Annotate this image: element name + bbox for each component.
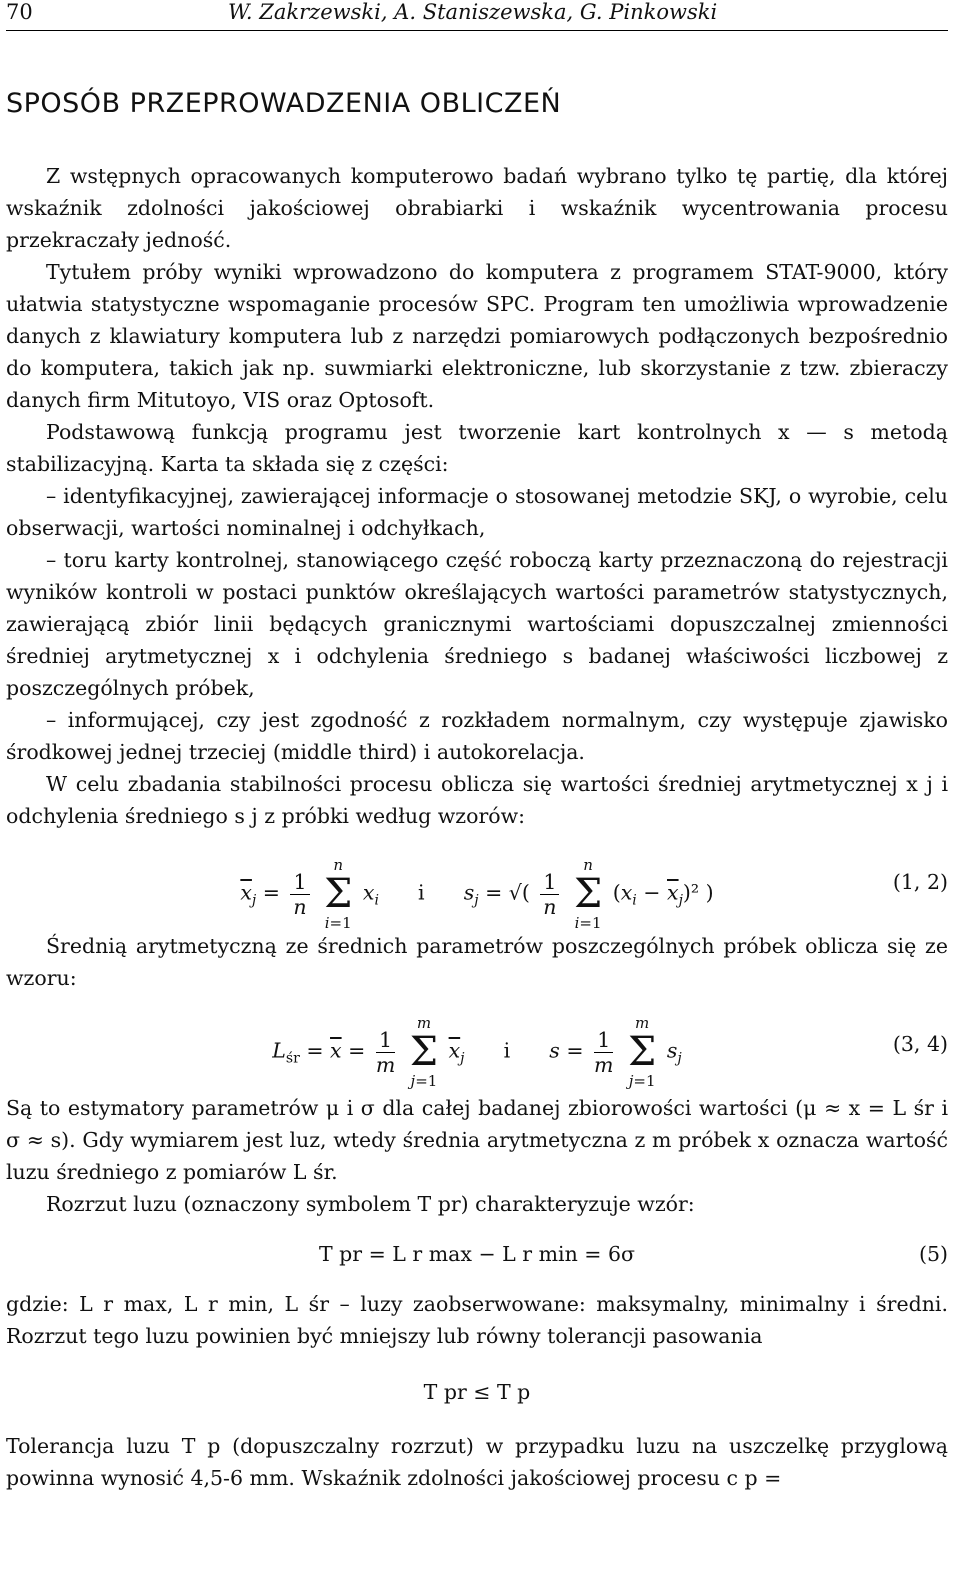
paragraph: gdzie: L r max, L r min, L śr – luzy zaobserwowane: maksymalny, minimalny i średni. Rozrzut tego luzu powinien być mniejszy lub równy tolerancji pasowania <box>6 1292 948 1348</box>
paragraph: Średnią arytmetyczną ze średnich parametrów poszczególnych próbek oblicza się ze wzoru: <box>6 934 948 990</box>
page-number: 70 <box>6 0 33 24</box>
paragraph: Tytułem próby wyniki wprowadzono do komputera z programem STAT-9000, który ułatwia statystyczne wspomaganie procesów SPC. Program ten umożliwia wprowadzenie danych z klawiatury komputera lub z narzędzi pomiarowych podłączonych bezpośrednio do komputera, takich jak np. suwmiarki elektroniczne, lub skorzystanie z tzw. zbieraczy danych firm Mitutoyo, VIS oraz Optosoft. <box>6 260 948 412</box>
authors: W. Zakrzewski, A. Staniszewska, G. Pinkowski <box>228 0 718 24</box>
section-title: SPOSÓB PRZEPROWADZENIA OBLICZEŃ <box>6 88 562 119</box>
equation-number: (1, 2) <box>892 870 948 894</box>
paragraph: Podstawową funkcją programu jest tworzenie kart kontrolnych x — s metodą stabilizacyjną. Karta ta składa się z części: <box>6 420 948 476</box>
paragraph: Tolerancja luzu T p (dopuszczalny rozrzut) w przypadku luzu na uszczelkę przyglową powinna wynosić 4,5-6 mm. Wskaźnik zdolności jakościowej procesu c p = <box>6 1434 948 1490</box>
list-item: – informującej, czy jest zgodność z rozkładem normalnym, czy występuje zjawisko środkowej jednej trzeciej (middle third) i autokorelacja. <box>6 708 948 764</box>
equation-number: (3, 4) <box>892 1032 948 1056</box>
paragraph: Rozrzut luzu (oznaczony symbolem T pr) charakteryzuje wzór: <box>46 1192 695 1216</box>
equation-6-body: T pr ≤ T p <box>423 1380 531 1404</box>
equation-6 <box>6 1366 948 1416</box>
equation-5-body: T pr = L r max − L r min = 6σ <box>318 1242 636 1266</box>
list-item: – toru karty kontrolnej, stanowiącego część roboczą karty przeznaczoną do rejestracji wyników kontroli w postaci punktów określających wartości parametrów statystycznych, zawierającą zbiór linii będących granicznymi wartościami dopuszczalnej zmienności średniej arytmetycznej x i odchylenia średniego s badanej właściwości liczbowej z poszczególnych próbek, <box>6 548 948 700</box>
equation-5 <box>6 1234 948 1274</box>
list-item: – identyfikacyjnej, zawierającej informacje o stosowanej metodzie SKJ, o wyrobie, celu obserwacji, wartości nominalnej i odchyłkach, <box>6 484 948 540</box>
paragraph: Z wstępnych opracowanych komputerowo badań wybrano tylko tę partię, dla której wskaźnik zdolności jakościowej obrabiarki i wskaźnik wycentrowania procesu przekraczały jedność. <box>6 164 948 252</box>
paragraph: W celu zbadania stabilności procesu oblicza się wartości średniej arytmetycznej x j i odchylenia średniego s j z próbki według wzorów: <box>6 772 948 828</box>
running-head <box>6 0 948 31</box>
body-text <box>6 160 948 1494</box>
paragraph: Są to estymatory parametrów μ i σ dla całej badanej zbiorowości wartości (μ ≈ x = L śr i σ ≈ s). Gdy wymiarem jest luz, wtedy średnia arytmetyczna z m próbek x oznacza wartość luzu średniego z pomiarów L śr. <box>6 1096 948 1184</box>
equation-1-2: $\overline{x}_j$ = $\frac{1}{n}$ n Σ i=1 $x_i$ i $s_j$ = √( $\frac{1}{n}$ n Σ i=1 $(x_i - \overline{x}_j)^2$ ) (1, 2) <box>240 856 948 932</box>
equation-3-4: $L_{śr} = \overline{x}$ = $\frac{1}{m}$ m Σ j=1 $\overline{x}_j$ i s = $\frac{1}{m}$ m Σ j=1 $s_j$ (3, 4) <box>272 1014 948 1090</box>
equation-number: (5) <box>918 1242 948 1266</box>
